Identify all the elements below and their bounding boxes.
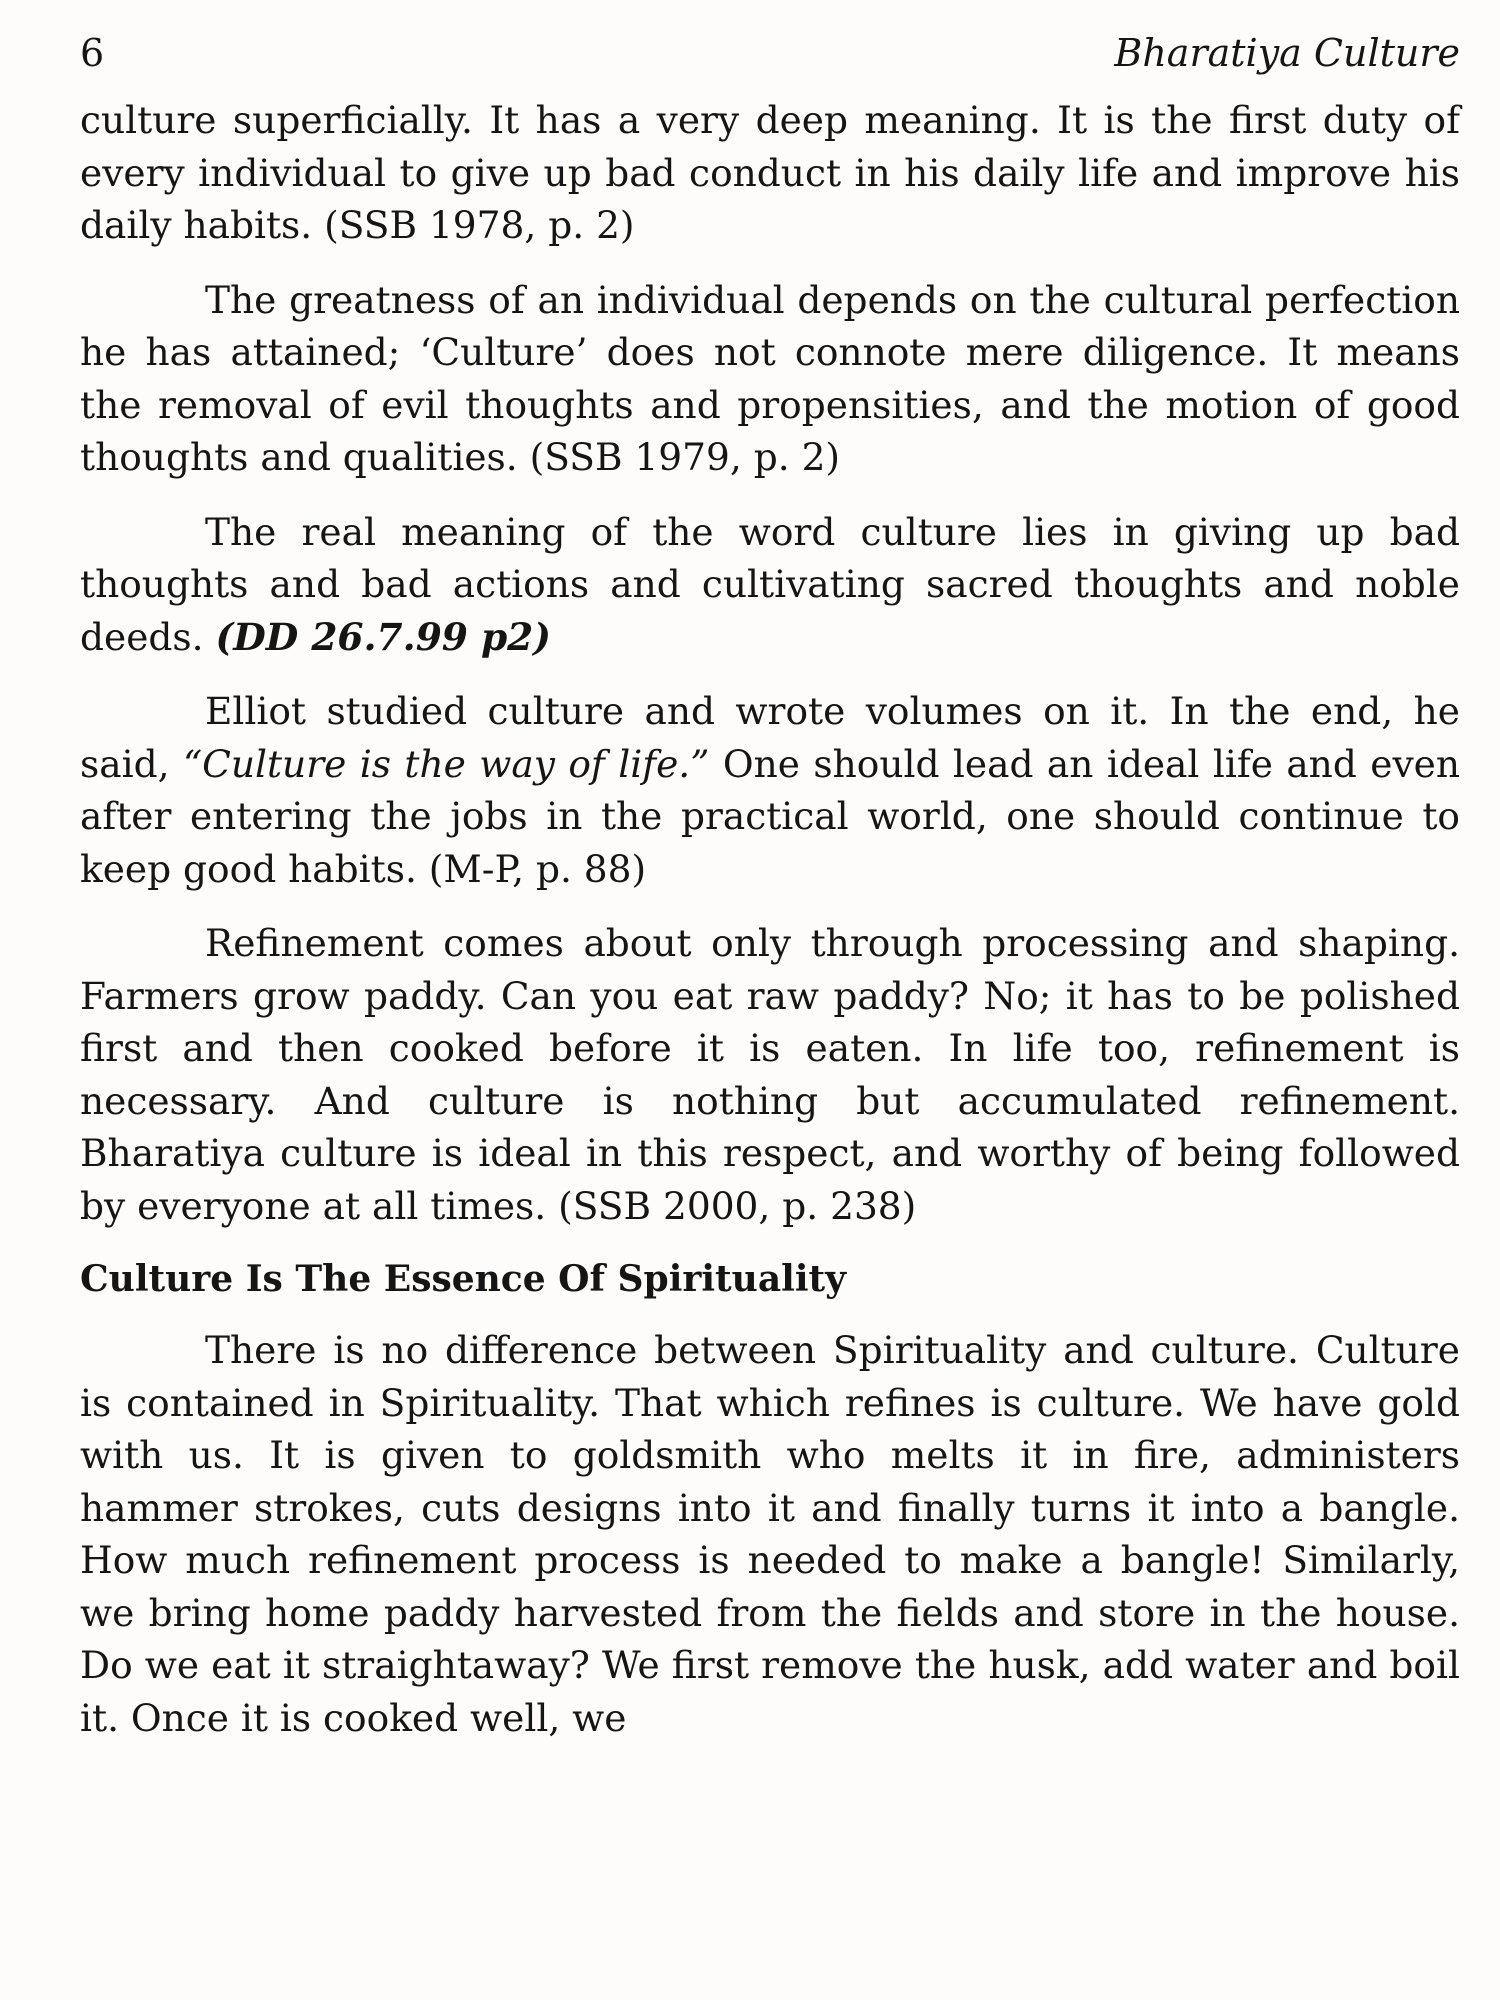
paragraph-continued: culture superficially. It has a very deep meaning. It is the first duty of every individual to give up bad conduct in his daily life and improve his daily habits. (SSB 1978, p. 2): [80, 98, 1460, 247]
page-number: 6: [80, 31, 105, 75]
paragraph-greatness: The greatness of an individual depends on the cultural perfection he has attained; ‘Culture’ does not connote mere diligence. It means the removal of evil thoughts and propensities, and the motion of good thoughts and qualities. (SSB 1979, p. 2): [80, 277, 1460, 479]
section-heading: Culture Is The Essence Of Spirituality: [80, 1258, 847, 1300]
paragraph-spirituality: There is no difference between Spirituality and culture. Culture is contained in Spirituality. That which refines is culture. We have gold with us. It is given to goldsmith who melts it in fire, administers hammer strokes, cuts designs into it and finally turns it into a bangle. How much refinement process is needed to make a bangle! Similarly, we bring home paddy harvested from the fields and store in the house. Do we eat it straightaway? We first remove the husk, add water and boil it. Once it is cooked well, we: [80, 1328, 1460, 1740]
citation: (DD 26.7.99 p2): [215, 614, 552, 659]
paragraph-elliot-before: Elliot studied culture and wrote volumes on it. In the end, he said,: [80, 689, 1460, 786]
paragraph-elliot-after: One should lead an ideal life and even after entering the jobs in the practical world, one should continue to keep good habits. (M-P, p. 88): [80, 741, 1460, 891]
running-header: [80, 22, 1460, 84]
paragraph-elliot: [80, 685, 1460, 895]
paragraph-real-meaning-text: The real meaning of the word culture lies in giving up bad thoughts and bad actions and cultivating sacred thoughts and noble deeds.: [80, 509, 1460, 659]
quotation: “Culture is the way of life.”: [182, 741, 710, 786]
paragraph-real-meaning: [80, 506, 1460, 664]
running-title: Bharatiya Culture: [1114, 31, 1460, 75]
paragraph-refinement: Refinement comes about only through processing and shaping. Farmers grow paddy. Can you eat raw paddy? No; it has to be polished first and then cooked before it is eaten. In life too, refinement is necessary. And culture is nothing but accumulated refinement. Bharatiya culture is ideal in this respect, and worthy of being followed by everyone at all times. (SSB 2000, p. 238): [80, 921, 1460, 1228]
body-text: [80, 94, 1460, 1744]
